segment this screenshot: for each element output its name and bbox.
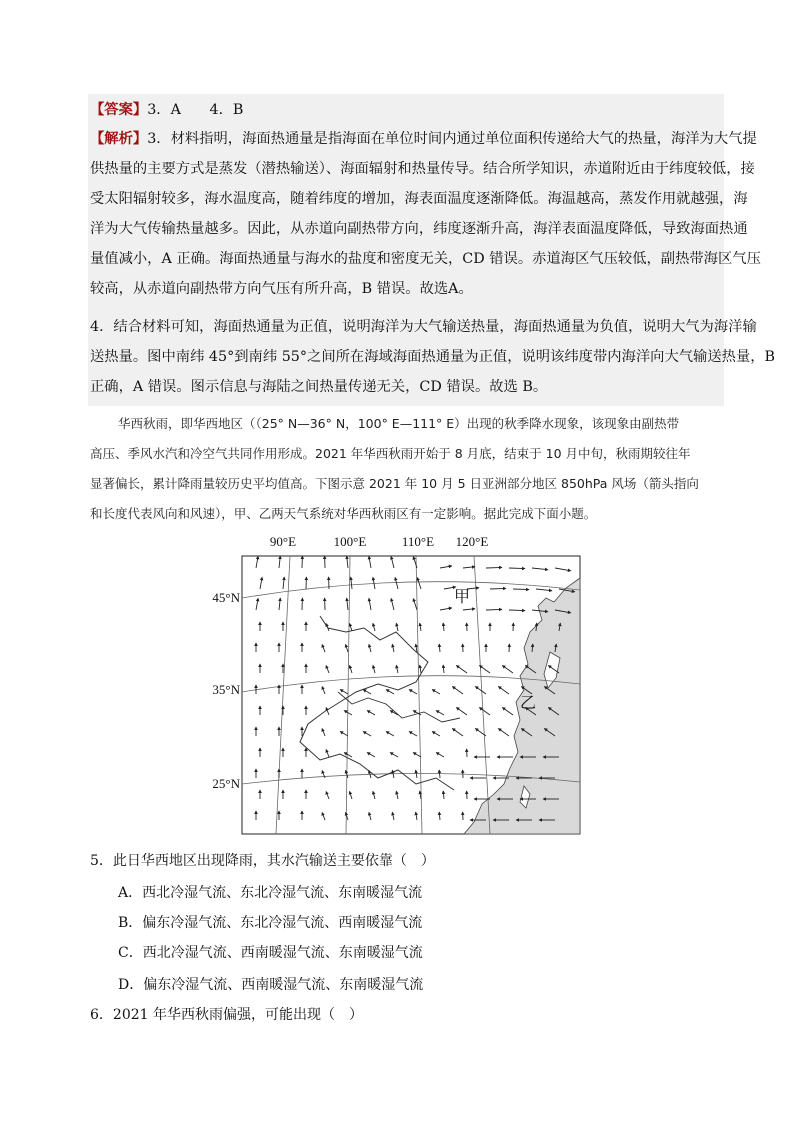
analysis-line-6: 较高，从赤道向副热带方向气压有所升高，B 错误。故选A。 (90, 281, 473, 297)
passage-line-3: 显著偏长，累计降雨量较历史平均值高。下图示意 2021 年 10 月 5 日亚洲部分地区 850hPa 风场（箭头指向 (90, 476, 699, 491)
lon-label-110: 110°E (401, 534, 435, 549)
answer-text: 3．A 4．B (147, 102, 244, 118)
system-label-yi: 乙 (519, 693, 537, 712)
lat-label-45: 45°N (212, 590, 240, 605)
analysis-line-8: 送热量。图中南纬 45°到南纬 55°之间所在海域海面热通量为正值，说明该纬度带内海洋向大气输送热量，B (90, 349, 776, 365)
wind-arrow (513, 589, 529, 590)
question-6-stem: 6．2021 年华西秋雨偏强，可能出现（ ） (90, 1007, 363, 1023)
lon-label-120: 120°E (455, 534, 489, 549)
passage-line-2: 高压、季风水汽和冷空气共同作用形成。2021 年华西秋雨开始于 8 月底，结束于 10 月中旬，秋雨期较往年 (90, 446, 691, 461)
lon-label-100: 100°E (333, 534, 367, 549)
wind-arrow (490, 588, 506, 589)
system-label-jia: 甲 (453, 587, 471, 606)
lat-label-35: 35°N (212, 682, 240, 697)
wind-arrow (486, 567, 502, 568)
lon-label-90: 90°E (269, 534, 297, 549)
question-5-option-c[interactable]: C．西北冷湿气流、西南暖湿气流、东南暖湿气流 (118, 945, 423, 961)
question-5-option-b[interactable]: B．偏东冷湿气流、东北冷湿气流、西南暖湿气流 (118, 915, 423, 931)
analysis-line-9: 正确，A 错误。图示信息与海陆之间热量传递无关，CD 错误。故选 B。 (90, 379, 548, 395)
question-5-option-d[interactable]: D．偏东冷湿气流、西南暖湿气流、东南暖湿气流 (118, 977, 424, 993)
analysis-line-5: 量值减小，A 正确。海面热通量与海水的盐度和密度无关，CD 错误。赤道海区气压较低，副热带海区气压 (90, 251, 761, 267)
analysis-tag: 【解析】 (90, 131, 148, 147)
analysis-line-1: 【解析】3．材料指明，海面热通量是指海面在单位时间内通过单位面积传递给大气的热量，海洋为大气提 (90, 131, 757, 147)
analysis-line-7: 4．结合材料可知，海面热通量为正值，说明海洋为大气输送热量，海面热通量为负值，说明大气为海洋输 (90, 319, 757, 335)
analysis-line-2: 供热量的主要方式是蒸发（潜热输送）、海面辐射和热量传导。结合所学知识，赤道附近由于纬度较低，接 (90, 161, 755, 177)
wind-arrow (486, 609, 502, 610)
analysis-line-3: 受太阳辐射较多，海水温度高，随着纬度的增加，海表面温度逐渐降低。海温越高，蒸发作用就越强，海 (90, 191, 748, 207)
answer-tag: 【答案】 (90, 102, 148, 118)
answer-line (90, 101, 243, 119)
passage-line-4: 和长度代表风向和风速），甲、乙两天气系统对华西秋雨区有一定影响。据此完成下面小题。 (90, 506, 597, 521)
lat-label-25: 25°N (212, 776, 240, 791)
question-5-option-a[interactable]: A．西北冷湿气流、东北冷湿气流、东南暖湿气流 (118, 885, 423, 901)
wind-arrow (509, 610, 525, 611)
analysis-line-4: 洋为大气传输热量越多。因此，从赤道向副热带方向，纬度逐渐升高，海洋表面温度降低，导致海面热通 (90, 221, 748, 237)
wind-field-map (212, 532, 584, 838)
passage-line-1: 华西秋雨，即华西地区（（25° N—36° N，100° E—111° E）出现的秋季降水现象，该现象由副热带 (118, 416, 680, 431)
wind-arrow (509, 568, 525, 569)
question-5-stem: 5．此日华西地区出现降雨，其水汽输送主要依靠（ ） (90, 853, 435, 869)
